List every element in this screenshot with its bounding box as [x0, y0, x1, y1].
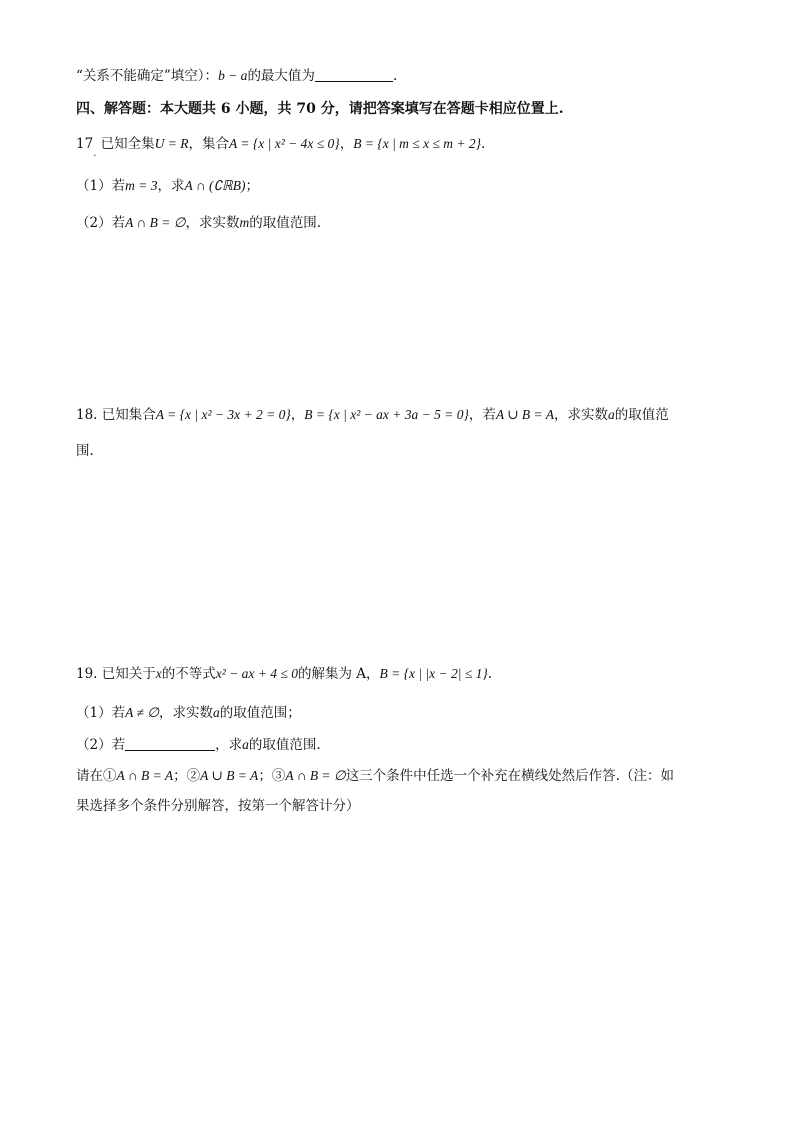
q19-inequality: x² − ax + 4 ≤ 0 — [215, 666, 298, 681]
q19-condition-2: A ∪ B = A — [200, 768, 259, 783]
q18-set-b: B = {x | x² − ax + 3a − 5 = 0} — [304, 407, 469, 422]
q18-var: a — [608, 407, 615, 422]
q19-text: 已知关于 — [101, 666, 156, 682]
q17-set-a: A = {x | x² − 4x ≤ 0} — [229, 136, 340, 151]
q19-stem — [76, 664, 492, 684]
q19-choices — [76, 766, 674, 786]
q18-number: 18. — [76, 407, 98, 423]
q19-part2 — [76, 735, 321, 755]
tail-text: “关系不能确定”填空）： — [76, 68, 219, 84]
q17-p1-mid: ，求 — [157, 178, 185, 194]
q19-condition-3: A ∩ B = ∅ — [285, 768, 346, 783]
q17-p1-label: （1）若 — [76, 178, 126, 194]
q17-text-2: ，集合 — [188, 136, 230, 152]
q19-text-2: 的不等式 — [161, 666, 216, 682]
q17-p2-var: m — [239, 215, 250, 230]
q17-text: 已知全集 — [100, 136, 155, 152]
q18-text: 已知集合 — [101, 407, 156, 423]
q19-choice-b: ；② — [173, 768, 201, 784]
q19-part1 — [76, 703, 301, 723]
tail-end: . — [392, 68, 398, 84]
tail-text-2: 的最大值为 — [247, 68, 315, 84]
section-title: 四、解答题：本大题共 6 小题，共 70 分，请把答案填写在答题卡相应位置上. — [76, 101, 564, 117]
q17-number: 17 — [76, 136, 94, 152]
condition-blank — [125, 736, 215, 751]
q19-x: x — [155, 666, 162, 681]
q19-p1-expr: A ≠ ∅ — [125, 705, 160, 720]
q18-tail: 的取值范 — [614, 407, 669, 423]
q17-universal-set: U = R — [154, 136, 189, 151]
q18-set-a: A = {x | x² − 3x + 2 = 0} — [155, 407, 291, 422]
q17-part1 — [76, 176, 259, 196]
q19-p2-var: a — [242, 737, 249, 752]
q19-set-b: B = {x | |x − 2| ≤ 1} — [379, 666, 488, 681]
q19-p2-label: （2）若 — [76, 737, 126, 753]
answer-blank — [315, 67, 393, 82]
q17-p1-expr: A ∩ (∁ℝB) — [184, 178, 246, 193]
q18-mid-2: ，求实数 — [554, 407, 609, 423]
q18-mid: ，若 — [468, 407, 496, 423]
q17-stem — [76, 134, 486, 159]
q19-p1-end: 的取值范围； — [219, 705, 301, 721]
q17-set-b: B = {x | m ≤ x ≤ m + 2} — [353, 136, 481, 151]
q19-p1-var: a — [213, 705, 220, 720]
q18-stem — [76, 405, 669, 425]
q18-sep: ， — [290, 407, 305, 423]
q19-choices-line2: 果选择多个条件分别解答，按第一个解答计分） — [76, 798, 360, 814]
q19-choice-d: 这三个条件中任选一个补充在横线处然后作答.（注：如 — [345, 768, 674, 784]
q17-p2-expr: A ∩ B = ∅ — [125, 215, 186, 230]
q17-p2-end: 的取值范围. — [249, 215, 322, 231]
q19-choice-a: 请在① — [76, 768, 117, 784]
q18-condition: A ∪ B = A — [495, 407, 555, 422]
q17-part2 — [76, 213, 321, 233]
tail-expression: b − a — [218, 68, 248, 83]
q19-p2-end: 的取值范围. — [248, 737, 321, 753]
q19-number: 19. — [76, 666, 98, 682]
q19-p2-mid: ，求 — [215, 737, 243, 753]
q17-end: . — [480, 136, 486, 152]
q19-end: . — [487, 666, 493, 682]
q17-p2-label: （2）若 — [76, 215, 126, 231]
q18-line2: 围. — [76, 443, 94, 459]
q19-p1-mid: ，求实数 — [159, 705, 214, 721]
q17-p2-mid: ，求实数 — [185, 215, 240, 231]
q17-sep: ， — [339, 136, 354, 152]
q19-condition-1: A ∩ B = A — [116, 768, 174, 783]
q17-p1-m: m = 3 — [125, 178, 158, 193]
tail-line — [76, 66, 397, 86]
q17-dot: . — [93, 148, 97, 159]
q17-p1-end: ； — [245, 178, 259, 194]
q19-choice-c: ；③ — [258, 768, 286, 784]
q19-p1-label: （1）若 — [76, 705, 126, 721]
q19-text-3: 的解集为 A， — [297, 666, 380, 682]
